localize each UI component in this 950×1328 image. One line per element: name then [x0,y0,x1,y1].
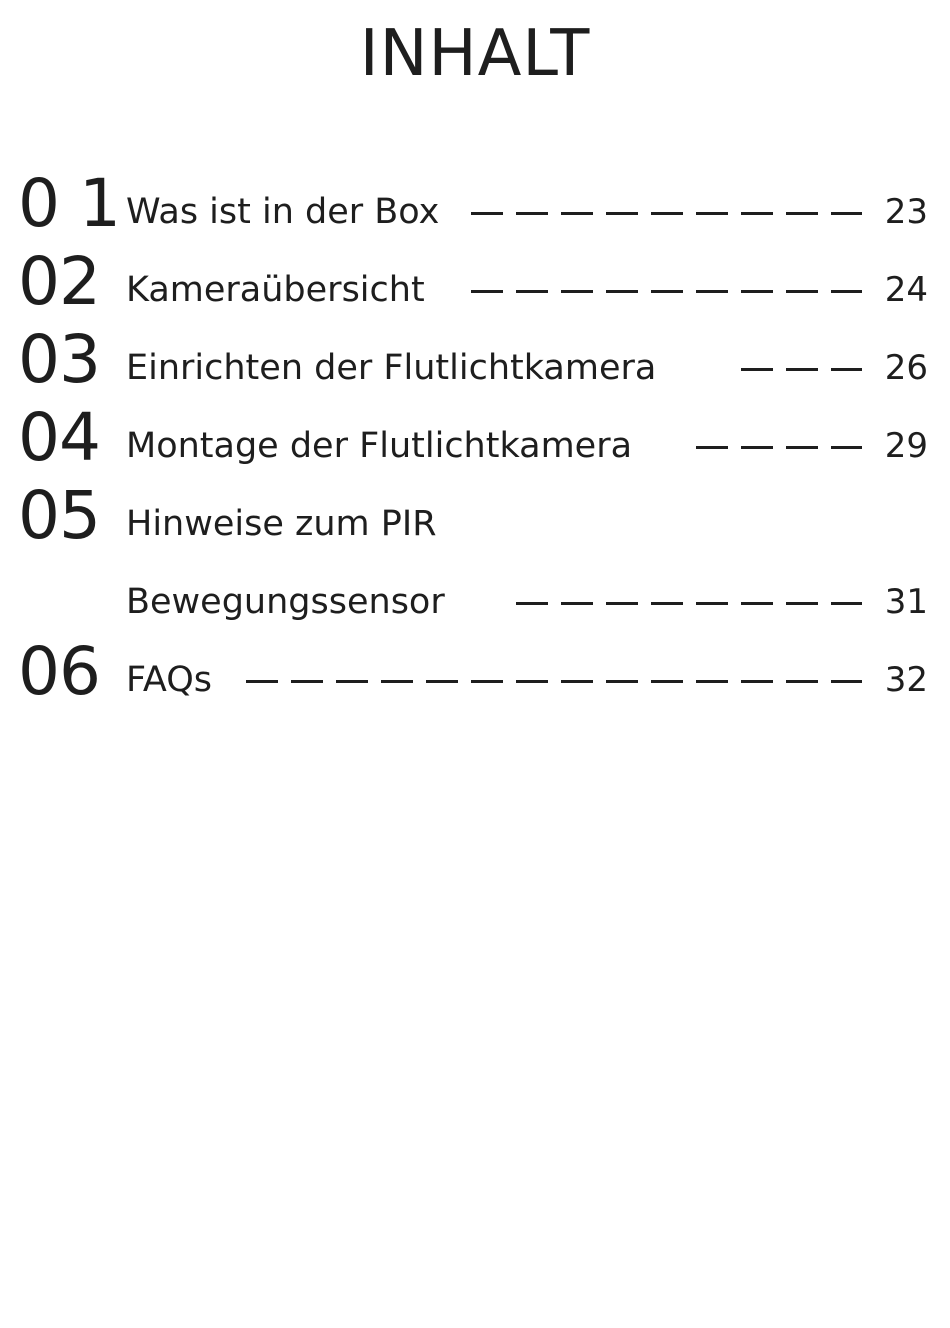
toc-page-number: 32 [884,660,928,700]
toc-number: 03 [18,321,100,398]
toc-title: Was ist in der Box [126,192,440,232]
toc-number: 0 1 [18,165,120,242]
toc-number: 04 [18,399,100,476]
toc-title-continued: Bewegungssensor [126,582,445,622]
toc-title: FAQs [126,660,213,700]
toc-page-number: 26 [884,348,928,388]
toc-title: Montage der Flutlichtkamera [126,426,633,466]
page-title: INHALT [359,17,591,91]
toc-page-number: 23 [884,192,928,232]
toc-number: 02 [18,243,100,320]
toc-page-number: 29 [884,426,928,466]
toc-leader [741,348,862,388]
toc-leader [471,270,862,310]
toc-page-number: 31 [884,582,928,622]
toc-title: Hinweise zum PIR [126,504,437,544]
toc-title: Kameraübersicht [126,270,425,310]
toc-number: 06 [18,633,100,710]
toc-leader [516,582,862,622]
toc-leader [246,660,862,700]
toc-page-number: 24 [884,270,928,310]
toc-leader [696,426,862,466]
toc-title: Einrichten der Flutlichtkamera [126,348,657,388]
toc-leader [471,192,862,232]
toc-number: 05 [18,477,100,554]
